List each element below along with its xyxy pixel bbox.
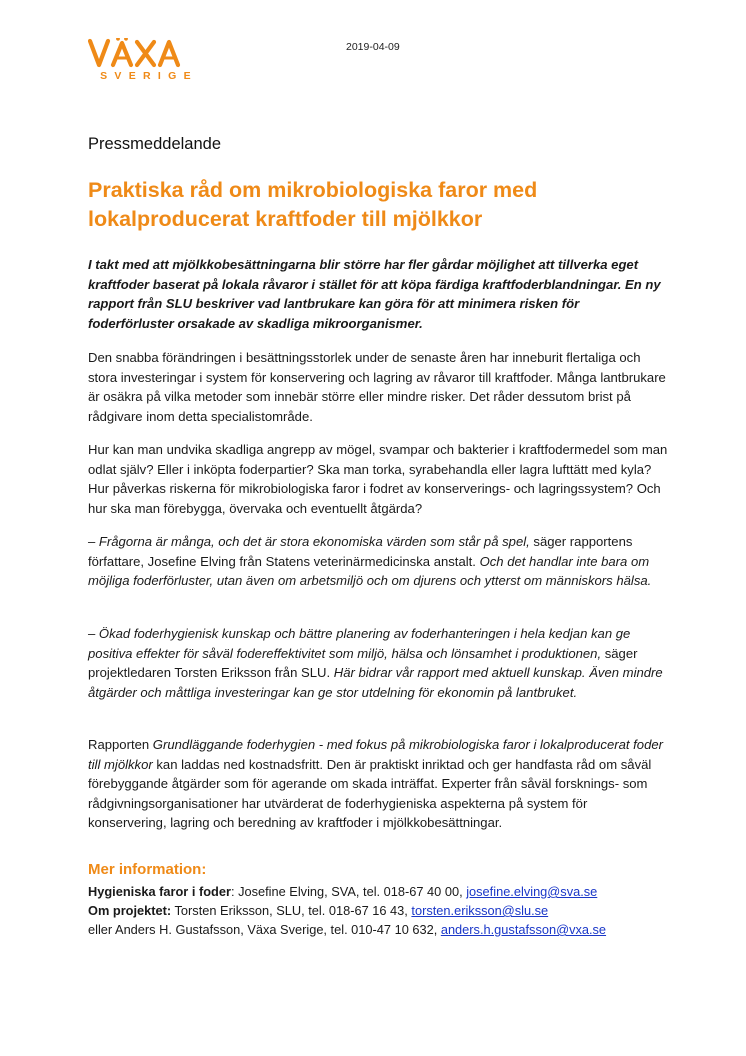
quote-elving-cont: Och det handlar inte bara om möjliga foderförluster, utan även om arbetsmiljö och om djurens och ytterst om människors hälsa. bbox=[88, 553, 652, 588]
body-paragraph-5 bbox=[88, 735, 668, 833]
report-title: Grundläggande foderhygien - med fokus på mikrobiologiska faror i lokalproducerat foder till mjölkkor bbox=[88, 737, 664, 772]
email-link-elving[interactable]: josefine.elving@sva.se bbox=[466, 884, 598, 899]
document-type: Pressmeddelande bbox=[88, 135, 221, 153]
more-info-heading: Mer information: bbox=[88, 861, 207, 878]
body-paragraph-2: Hur kan man undvika skadliga angrepp av mögel, svampar och bakterier i kraftfodermedel som man odlat själv? Eller i inköpta foderpartier? Ska man torka, syrabehandla eller lagra lufttätt med kyla? Hur påverkas riskerna för mikrobiologiska faror i fodret av konserverings- och lagringssystem? Och hur ska man förebygga, övervaka och eventuellt åtgärda? bbox=[88, 442, 668, 516]
contact-text: eller Anders H. Gustafsson, Växa Sverige, tel. 010-47 10 632, bbox=[88, 922, 441, 937]
quote-eriksson: – Ökad foderhygienisk kunskap och bättre planering av foderhanteringen i hela kedjan kan ge positiva effekter för såväl fodereffektivitet som miljö, hälsa och lönsamhet i produktionen, bbox=[88, 626, 631, 661]
contact-text: Josefine Elving, SVA, tel. 018-67 40 00, bbox=[238, 884, 467, 899]
contact-line-elving bbox=[88, 882, 597, 901]
body-paragraph-3 bbox=[88, 532, 668, 591]
email-link-gustafsson[interactable]: anders.h.gustafsson@vxa.se bbox=[440, 922, 607, 937]
lead-paragraph: I takt med att mjölkkobesättningarna blir större har fler gårdar möjlighet att tillverka eget kraftfoder baserat på lokala råvaror i stället för att köpa färdiga kraftfoderblandningar. En ny rapport från SLU beskriver vad lantbrukare kan göra för att minimera risken för foderförluster orsakade av skadliga mikroorganismer. bbox=[88, 257, 661, 331]
body-paragraph-1: Den snabba förändringen i besättningsstorlek under de senaste åren har inneburit flertaliga och stora investeringar i system för konservering och lagring av råvaror till kraftfoder. Många lantbrukare är osäkra på vilka metoder som innebär större eller mindre risker. Det råder dessutom brist på rådgivare inom detta specialistområde. bbox=[88, 350, 666, 424]
contact-line-gustafsson bbox=[88, 920, 606, 939]
vaxa-logo-wordmark bbox=[88, 38, 210, 68]
report-description: kan laddas ned kostnadsfritt. Den är praktiskt inriktad och ger handfasta råd om såväl förebyggande åtgärder som för agerande om skada inträffat. Experter från såväl forsknings- som rådgivningsorganisationer har utvärderat de foderhygieniska aspekterna på system för konservering, lagring och beredning av kraftfoder i mjölkkobesättningar. bbox=[88, 756, 652, 830]
report-intro: Rapporten bbox=[88, 737, 153, 752]
contact-label: Om projektet: bbox=[88, 903, 172, 918]
contact-text: Torsten Eriksson, SLU, tel. 018-67 16 43, bbox=[174, 903, 412, 918]
body-paragraph-4 bbox=[88, 624, 668, 702]
quote-elving: – Frågorna är många, och det är stora ekonomiska värden som står på spel, bbox=[88, 534, 530, 549]
attribution-eriksson: säger projektledaren Torsten Eriksson från SLU. bbox=[88, 645, 638, 680]
attribution-elving: säger rapportens författare, Josefine Elving från Statens veterinärmedicinska anstalt. bbox=[88, 534, 633, 569]
headline: Praktiska råd om mikrobiologiska faror med lokalproducerat kraftfoder till mjölkkor bbox=[88, 178, 538, 231]
vaxa-sverige-logo bbox=[88, 38, 210, 84]
contact-line-eriksson bbox=[88, 901, 548, 920]
logo-subtext: SVERIGE bbox=[100, 70, 198, 82]
release-date: 2019-04-09 bbox=[346, 41, 400, 53]
email-link-eriksson[interactable]: torsten.eriksson@slu.se bbox=[411, 903, 549, 918]
contact-label: Hygieniska faror i foder bbox=[88, 884, 231, 899]
contact-separator: : bbox=[230, 884, 239, 899]
quote-eriksson-cont: Här bidrar vår rapport med aktuell kunskap. Även mindre åtgärder och måttliga investeringar kan ge stor utdelning för ekonomin på lantbruket. bbox=[88, 665, 663, 700]
